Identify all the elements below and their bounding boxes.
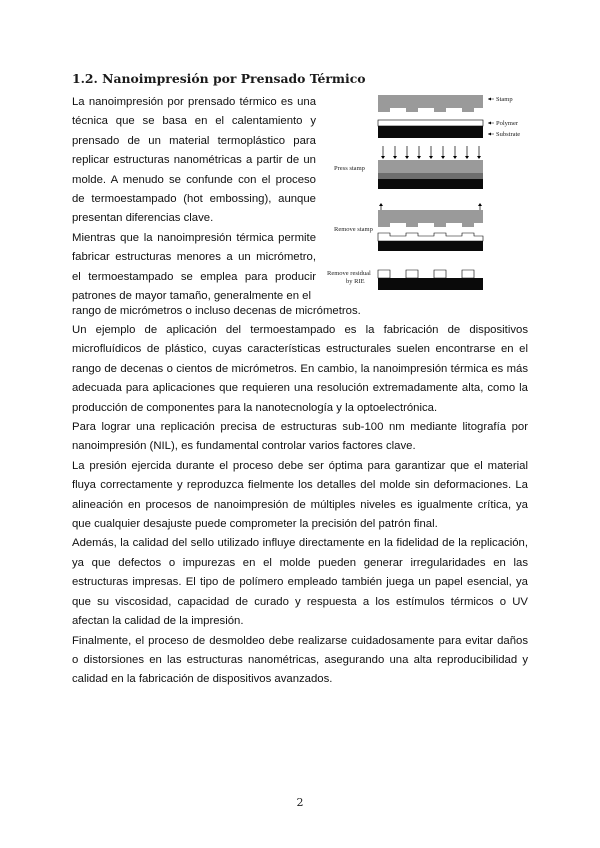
intro-paragraph-1: La nanoimpresión por prensado térmico es una técnica que se basa en el calentamiento y prensado de un material termoplástico para replicar estructuras nanométricas a partir de un molde. A menudo se confunde con el proceso de termoestampado (hot embossing), aunque presentan diferencias clave. <box>72 96 316 225</box>
polymer-layer-2 <box>378 173 483 179</box>
paragraph-3: Un ejemplo de aplicación del termoestampado es la fabricación de dispositivos microfluídicos de plástico, cuyas características estructurales suelen encontrarse en el rango de decenas o cientos de micrómetros. En cambio, la nanoimpresión térmica es más adecuada para aplicaciones que requieren una resolución extremadamente alta, como la producción de componentes para la nanotecnología y la optoelectrónica. <box>72 324 528 414</box>
nil-process-figure <box>318 90 548 305</box>
patterned-polymer-4 <box>378 270 474 278</box>
substrate-layer-4 <box>378 278 483 290</box>
stamp-shape-3 <box>378 210 483 227</box>
intro-column <box>72 93 316 306</box>
substrate-layer-1 <box>378 126 483 138</box>
label-remove-stamp: Remove stamp <box>334 226 373 233</box>
step-1-initial <box>378 95 520 138</box>
paragraph-4: Para lograr una replicación precisa de estructuras sub-100 nm mediante litografía por nanoimpresión (NIL), es fundamental controlar varios factores clave. <box>72 421 528 453</box>
label-substrate: Substrate <box>496 131 521 138</box>
step-2-press <box>334 146 483 189</box>
patterned-polymer-3 <box>378 233 483 241</box>
step-4-remove-residual <box>327 270 483 290</box>
intro-paragraph-2-end: rango de micrómetros o incluso decenas de micrómetros. <box>72 305 361 317</box>
page-number: 2 <box>296 796 304 809</box>
paragraph-6: Además, la calidad del sello utilizado influye directamente en la fidelidad de la replicación, ya que defectos o impurezas en el molde pueden generar irregularidades en las estructuras impresas. El tipo de polímero empleado también juega un papel esencial, ya que su viscosidad, capacidad de curado y respuesta a los estímulos térmicos o UV afectan la calidad de la impresión. <box>72 537 528 628</box>
nil-process-diagram <box>318 90 548 305</box>
press-arrows <box>383 146 479 156</box>
substrate-layer-3 <box>378 241 483 251</box>
paragraph-5: La presión ejercida durante el proceso debe ser óptima para garantizar que el material fluya correctamente y reproduzca fielmente los detalles del molde sin deformaciones. La alineación en procesos de nanoimpresión de múltiples niveles es igualmente crítica, ya que cualquier desajuste puede comprometer la precisión del patrón final. <box>72 459 528 531</box>
substrate-layer-2 <box>378 179 483 189</box>
polymer-layer-1 <box>378 120 483 126</box>
body-text <box>72 321 528 690</box>
label-stamp: Stamp <box>496 96 513 103</box>
intro-paragraph-2: Mientras que la nanoimpresión térmica permite fabricar estructuras menores a un micrómetro, el termoestampado se emplea para producir patrones de mayor tamaño, generalmente en el <box>72 231 316 303</box>
label-press-stamp: Press stamp <box>334 165 365 172</box>
stamp-shape-1 <box>378 95 483 112</box>
step-3-remove-stamp <box>334 203 483 251</box>
label-remove-residual-2: by RIE <box>346 278 365 285</box>
label-remove-residual-1: Remove residual <box>327 270 371 277</box>
section-heading: 1.2. Nanoimpresión por Prensado Térmico <box>72 71 366 86</box>
paragraph-7: Finalmente, el proceso de desmoldeo debe realizarse cuidadosamente para evitar daños o distorsiones en las estructuras nanométricas, asegurando una alta reproducibilidad y calidad en la fabricación de dispositivos avanzados. <box>72 634 528 686</box>
label-polymer: Polymer <box>496 120 519 127</box>
